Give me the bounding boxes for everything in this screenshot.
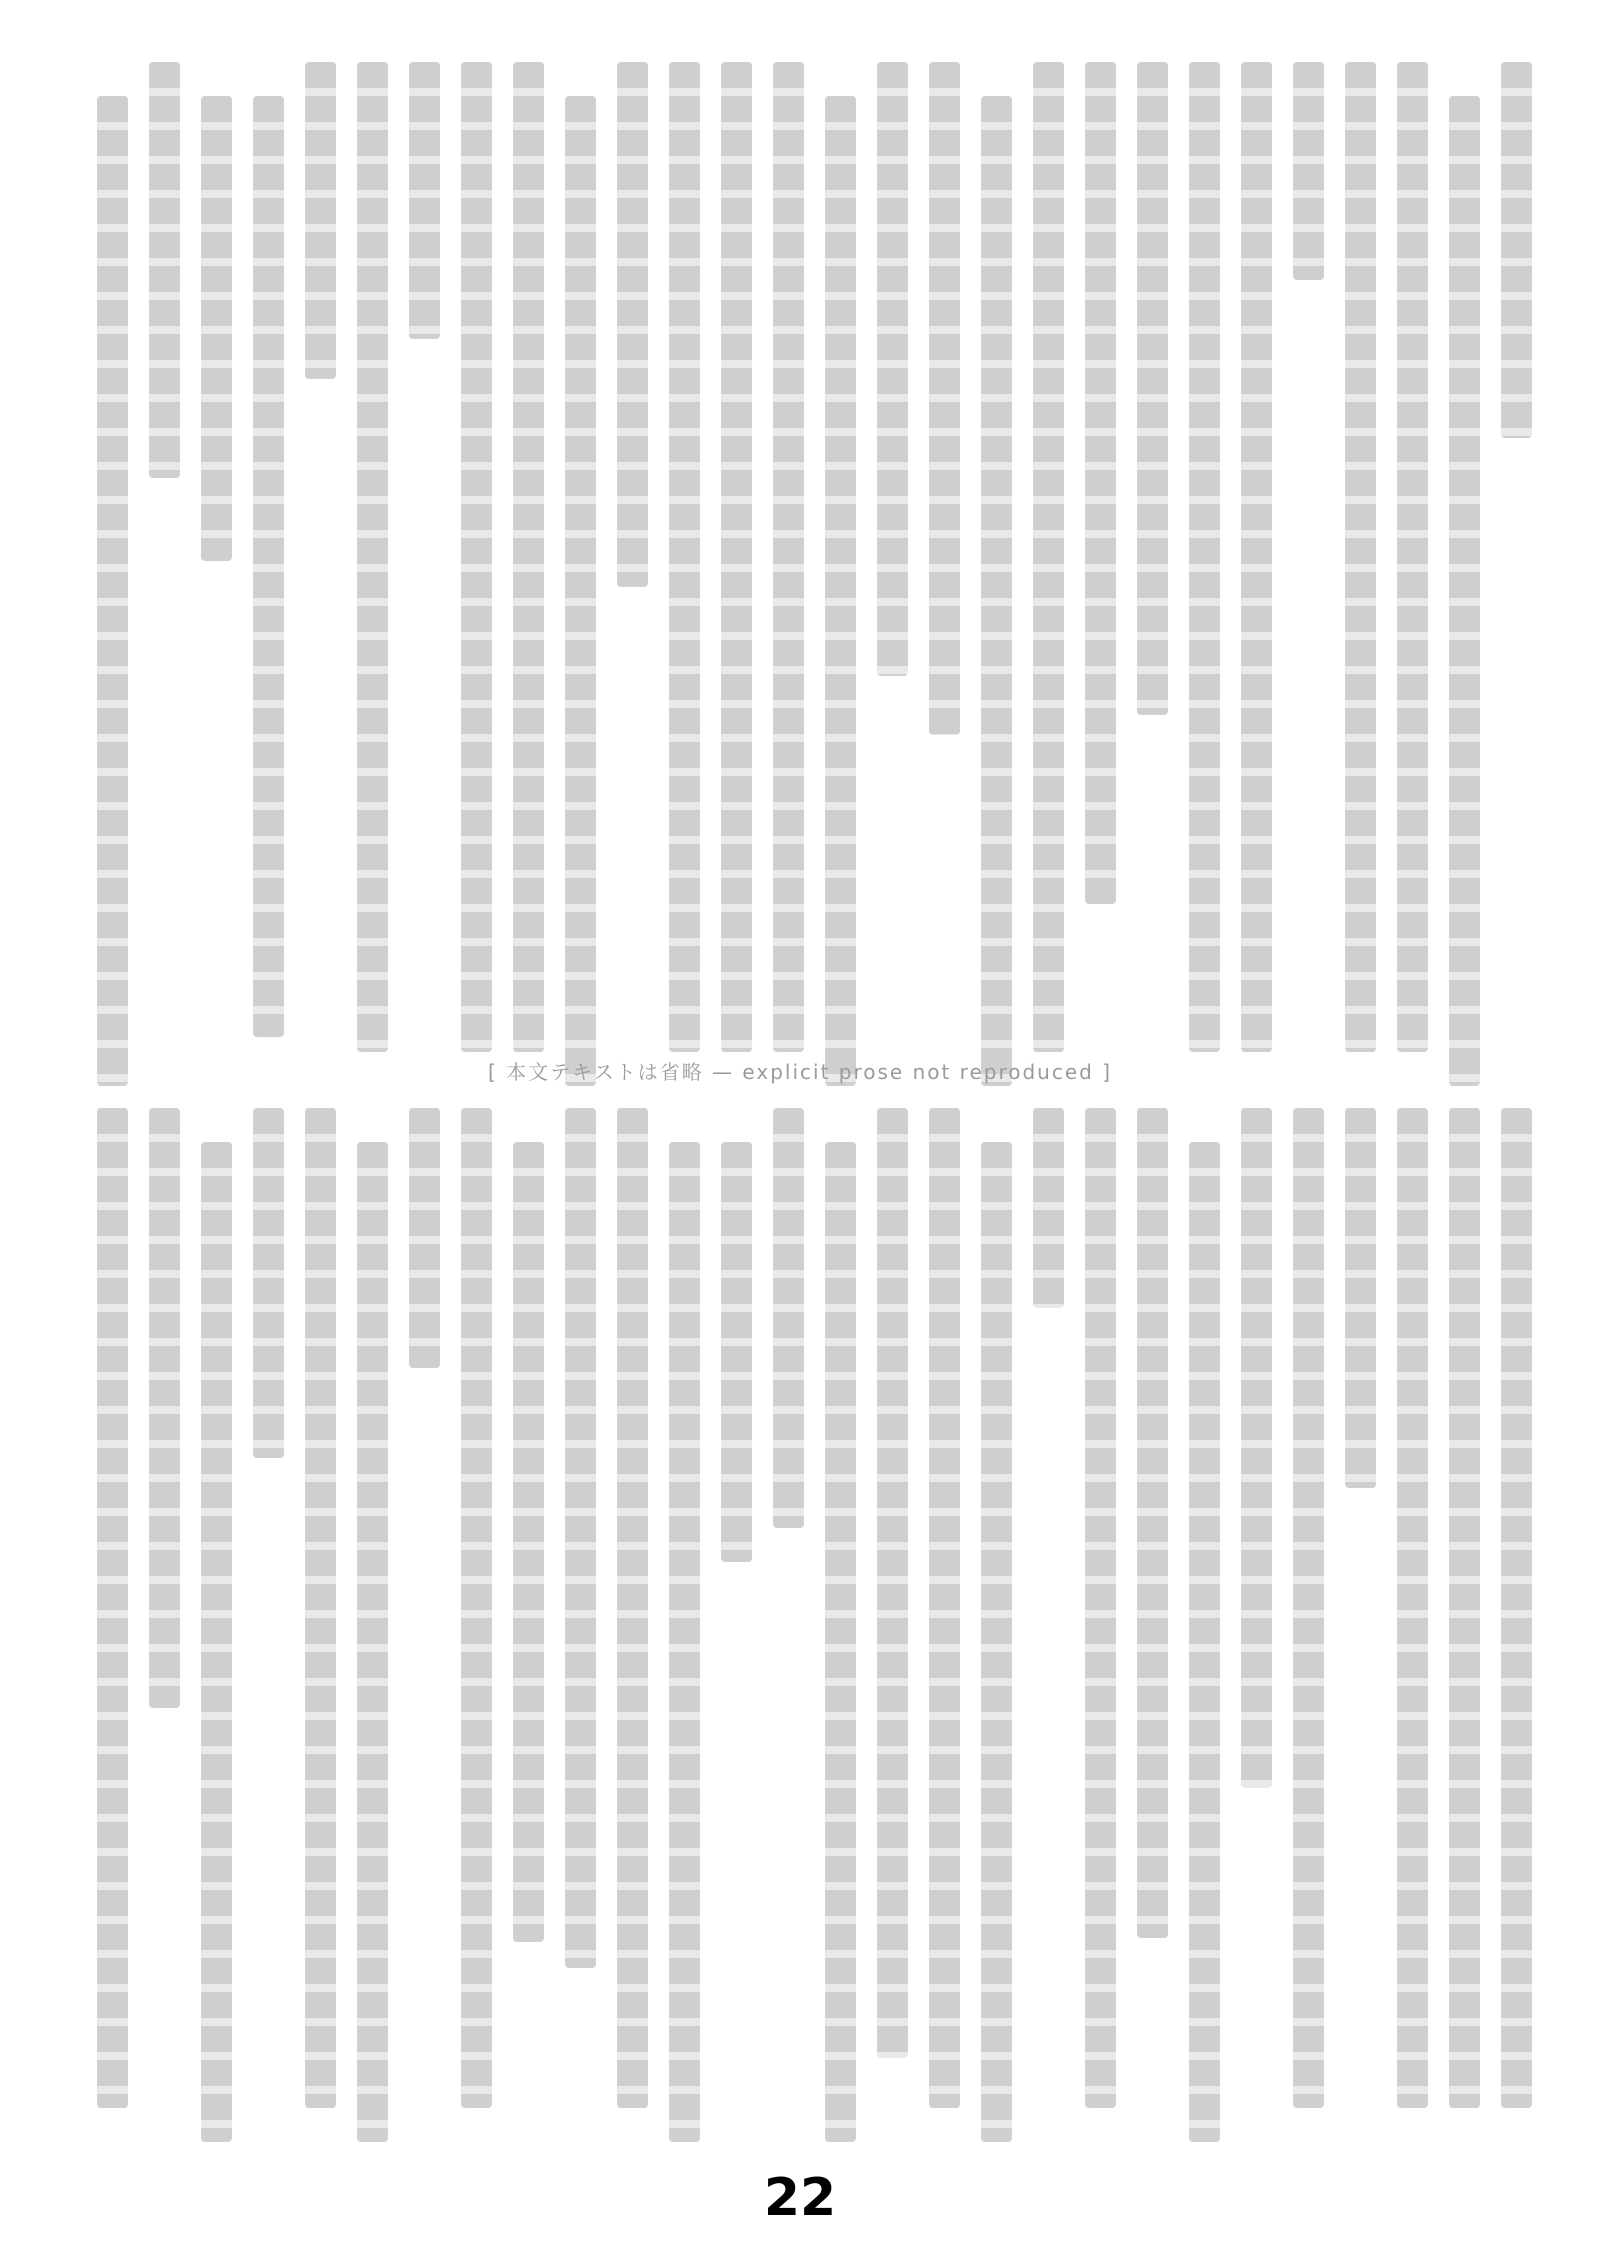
redacted-text-column: [825, 1142, 856, 2142]
redacted-text-column: [877, 62, 908, 676]
redacted-text-column: [617, 62, 648, 587]
redacted-text-column: [1033, 62, 1064, 1052]
redacted-text-column: [1189, 62, 1220, 1052]
redacted-text-column: [1345, 62, 1376, 1052]
redacted-text-column: [1137, 1108, 1168, 1938]
redacted-text-column: [825, 96, 856, 1086]
redacted-text-column: [1345, 1108, 1376, 1488]
page-number: 22: [763, 2168, 837, 2228]
redacted-text-column: [1449, 96, 1480, 1086]
redacted-text-column: [981, 96, 1012, 1086]
redacted-text-column: [617, 1108, 648, 2108]
redacted-text-column: [97, 1108, 128, 2108]
redacted-text-column: [981, 1142, 1012, 2142]
redacted-text-column: [669, 62, 700, 1052]
redacted-text-column: [513, 62, 544, 1052]
redacted-text-column: [461, 62, 492, 1052]
redacted-text-column: [513, 1142, 544, 1942]
redacted-text-column: [565, 1108, 596, 1968]
redacted-text-column: [305, 62, 336, 379]
redacted-text-column: [201, 96, 232, 561]
redacted-text-column: [1397, 1108, 1428, 2108]
redacted-text-column: [721, 62, 752, 1052]
redacted-text-column: [253, 1108, 284, 1458]
redacted-text-column: [773, 1108, 804, 1528]
redaction-notice: [ 本文テキストは省略 — explicit prose not reproduced ]: [487, 1060, 1113, 1084]
redacted-text-column: [409, 1108, 440, 1368]
redacted-text-column: [1241, 1108, 1272, 1788]
redacted-text-column: [721, 1142, 752, 1562]
redacted-text-column: [1085, 1108, 1116, 2108]
redacted-text-column: [1449, 1108, 1480, 2108]
redacted-text-column: [1293, 1108, 1324, 2108]
redacted-text-column: [1501, 62, 1532, 438]
redacted-text-column: [773, 62, 804, 1052]
redacted-text-column: [877, 1108, 908, 2058]
redacted-text-column: [929, 1108, 960, 2108]
redacted-text-column: [409, 62, 440, 339]
redacted-text-column: [1137, 62, 1168, 715]
redacted-text-column: [1397, 62, 1428, 1052]
redacted-text-column: [357, 1142, 388, 2142]
redacted-text-column: [149, 62, 180, 478]
redacted-text-column: [1085, 62, 1116, 904]
redacted-text-column: [305, 1108, 336, 2108]
redacted-text-column: [1293, 62, 1324, 280]
redacted-text-column: [97, 96, 128, 1086]
redacted-text-column: [149, 1108, 180, 1708]
redacted-text-column: [1501, 1108, 1532, 2108]
redacted-text-column: [1241, 62, 1272, 1052]
redacted-text-column: [1189, 1142, 1220, 2142]
redacted-text-column: [201, 1142, 232, 2142]
redacted-text-column: [357, 62, 388, 1052]
redacted-text-column: [669, 1142, 700, 2142]
redacted-text-column: [1033, 1108, 1064, 1308]
redacted-text-column: [565, 96, 596, 1086]
text-block-top: [72, 62, 1532, 1052]
text-block-bottom: [72, 1108, 1532, 2108]
redacted-text-column: [253, 96, 284, 1037]
redacted-text-column: [929, 62, 960, 735]
redacted-text-column: [461, 1108, 492, 2108]
